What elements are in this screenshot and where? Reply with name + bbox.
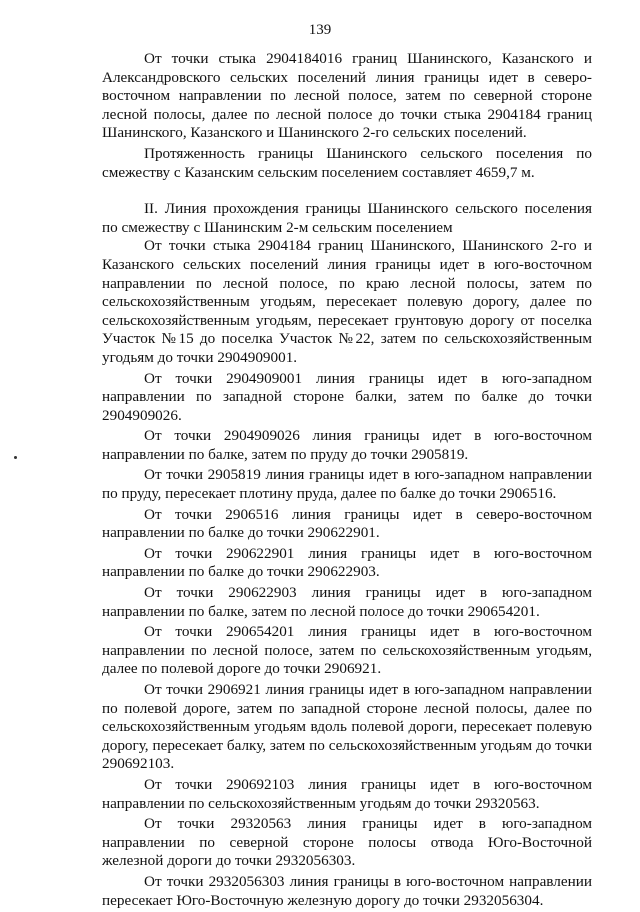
paragraph: От точки 2904909026 линия границы идет в юго-восточном направлении по балке, затем по пруду до точки 2905819.: [102, 427, 592, 463]
paragraph: От точки 290654201 линия границы идет в юго-восточном направлении по лесной полосе, затем по сельскохозяйственным угодьям, далее по полевой дороге до точки 2906921.: [102, 623, 592, 678]
paragraph: От точки 290622903 линия границы идет в юго-западном направлении по балке, затем по лесной полосе до точки 290654201.: [102, 584, 592, 620]
paragraph: От точки 29320563 линия границы идет в юго-западном направлении по северной стороне полосы отвода Юго-Восточной железной дороги до точки 2932056303.: [102, 815, 592, 870]
paragraph: От точки 290692103 линия границы идет в юго-восточном направлении по сельскохозяйственным угодьям до точки 29320563.: [102, 775, 592, 812]
paragraph: От точки 2932056303 линия границы в юго-восточном направлении пересекает Юго-Восточную железную дорогу до точки 2932056304.: [102, 872, 592, 909]
paragraph: От точки 2906921 линия границы идет в юго-западном направлении по полевой дороге, затем по западной стороне лесной полосы, далее по сельскохозяйственным угодьям вдоль полевой дороги, пересекает полевую дорогу, пересекает балку, затем по сельскохозяйственным угодьям до точки 290692103.: [102, 681, 592, 773]
paragraph: От точки 290622901 линия границы идет в юго-восточном направлении по балке до точки 290622903.: [102, 544, 592, 581]
paragraph: От точки стыка 2904184016 границ Шанинского, Казанского и Александровского сельских поселений линия границы идет в северо-восточном направлении по лесной полосе, затем по северной стороне лесной полосы, далее по лесной полосе до точки стыка 2904184 границ Шанинского, Казанского и Шанинского 2-го сельских поселений.: [102, 50, 592, 142]
paragraph: От точки 2904909001 линия границы идет в юго-западном направлении по западной стороне балки, затем по балке до точки 2904909026.: [102, 369, 592, 424]
paragraph: От точки 2906516 линия границы идет в северо-восточном направлении по балке до точки 290622901.: [102, 505, 592, 542]
document-body: [102, 50, 592, 912]
section-heading: II. Линия прохождения границы Шанинского сельского поселения по смежеству с Шанинским 2-м сельским поселением: [102, 200, 592, 236]
paragraph: Протяженность границы Шанинского сельского поселения по смежеству с Казанским сельским поселением составляет 4659,7 м.: [102, 144, 592, 181]
page-number: 139: [308, 22, 332, 38]
paragraph: От точки 2905819 линия границы идет в юго-западном направлении по пруду, пересекает плотину пруда, далее по балке до точки 2906516.: [102, 466, 592, 503]
paragraph: От точки стыка 2904184 границ Шанинского, Шанинского 2-го и Казанского сельских поселений линия границы идет в юго-восточном направлении по лесной полосе, по краю лесной полосы, затем по сельскохозяйственным угодьям, пересекает полевую дорогу, далее по сельскохозяйственным угодьям, пересекает грунтовую дорогу от поселка Участок №15 до поселка Участок №22, затем по сельскохозяйственным угодьям до точки 2904909001.: [102, 237, 592, 366]
margin-speck: [14, 456, 17, 459]
